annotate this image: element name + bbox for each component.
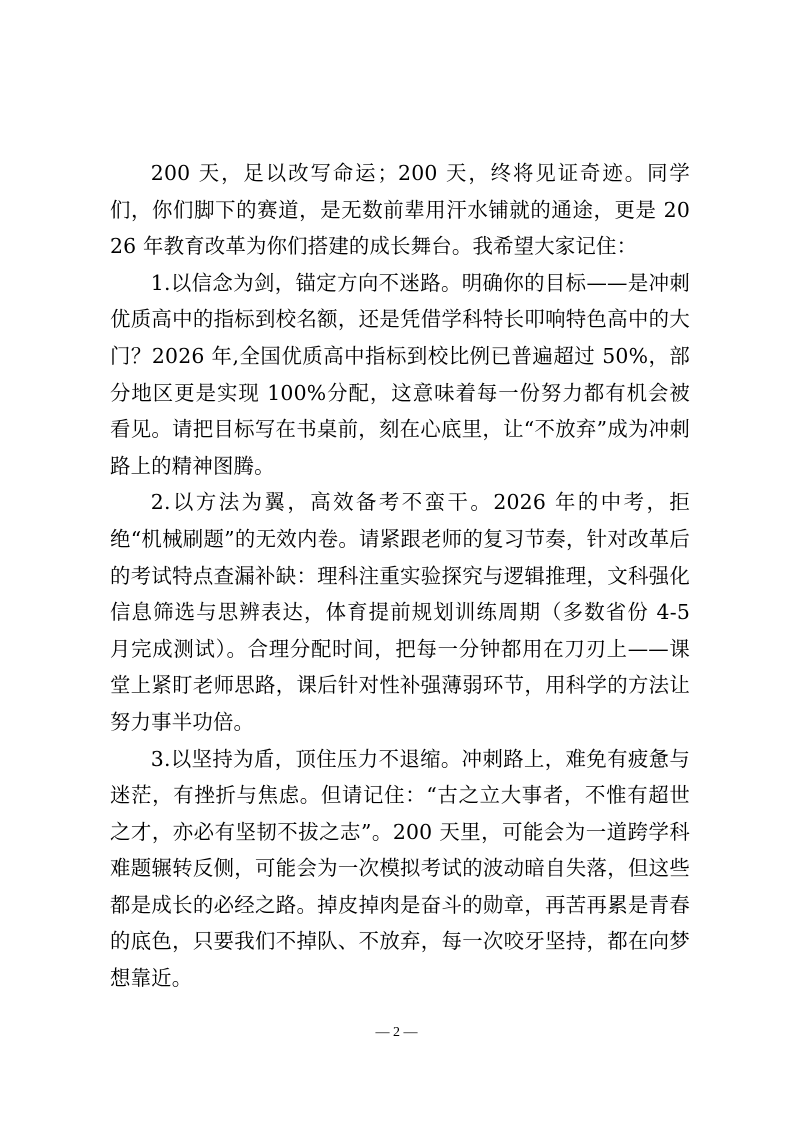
- document-body: [110, 155, 690, 997]
- page-number: — 2 —: [375, 1025, 418, 1040]
- paragraph-intro: 200 天，足以改写命运；200 天，终将见证奇迹。同学们，你们脚下的赛道，是无数前辈用汗水铺就的通途，更是 2026 年教育改革为你们搭建的成长舞台。我希望大家记住：: [110, 161, 690, 259]
- paragraph-point-3: 3.以坚持为盾，顶住压力不退缩。冲刺路上，难免有疲惫与迷茫，有挫折与焦虑。但请记住：“古之立大事者，不惟有超世之才，亦必有坚韧不拔之志”。200 天里，可能会为一道跨学科难题辗转反侧，可能会为一次模拟考试的波动暗自失落，但这些都是成长的必经之路。掉皮掉肉是奋斗的勋章，再苦再累是青春的底色，只要我们不掉队、不放弃，每一次咬牙坚持，都在向梦想靠近。: [110, 746, 690, 991]
- paragraph-point-1: 1.以信念为剑，锚定方向不迷路。明确你的目标——是冲刺优质高中的指标到校名额，还是凭借学科特长叩响特色高中的大门？2026 年,全国优质高中指标到校比例已普遍超过 50%，部分地区更是实现 100%分配，这意味着每一份努力都有机会被看见。请把目标写在书桌前，刻在心底里，让“不放弃”成为冲刺路上的精神图腾。: [110, 270, 690, 478]
- paragraph-point-2: 2.以方法为翼，高效备考不蛮干。2026 年的中考，拒绝“机械刷题”的无效内卷。请紧跟老师的复习节奏，针对改革后的考试特点查漏补缺：理科注重实验探究与逻辑推理，文科强化信息筛选与思辨表达，体育提前规划训练周期（多数省份 4-5 月完成测试）。合理分配时间，把每一分钟都用在刀刃上——课堂上紧盯老师思路，课后针对性补强薄弱环节，用科学的方法让努力事半功倍。: [110, 490, 690, 734]
